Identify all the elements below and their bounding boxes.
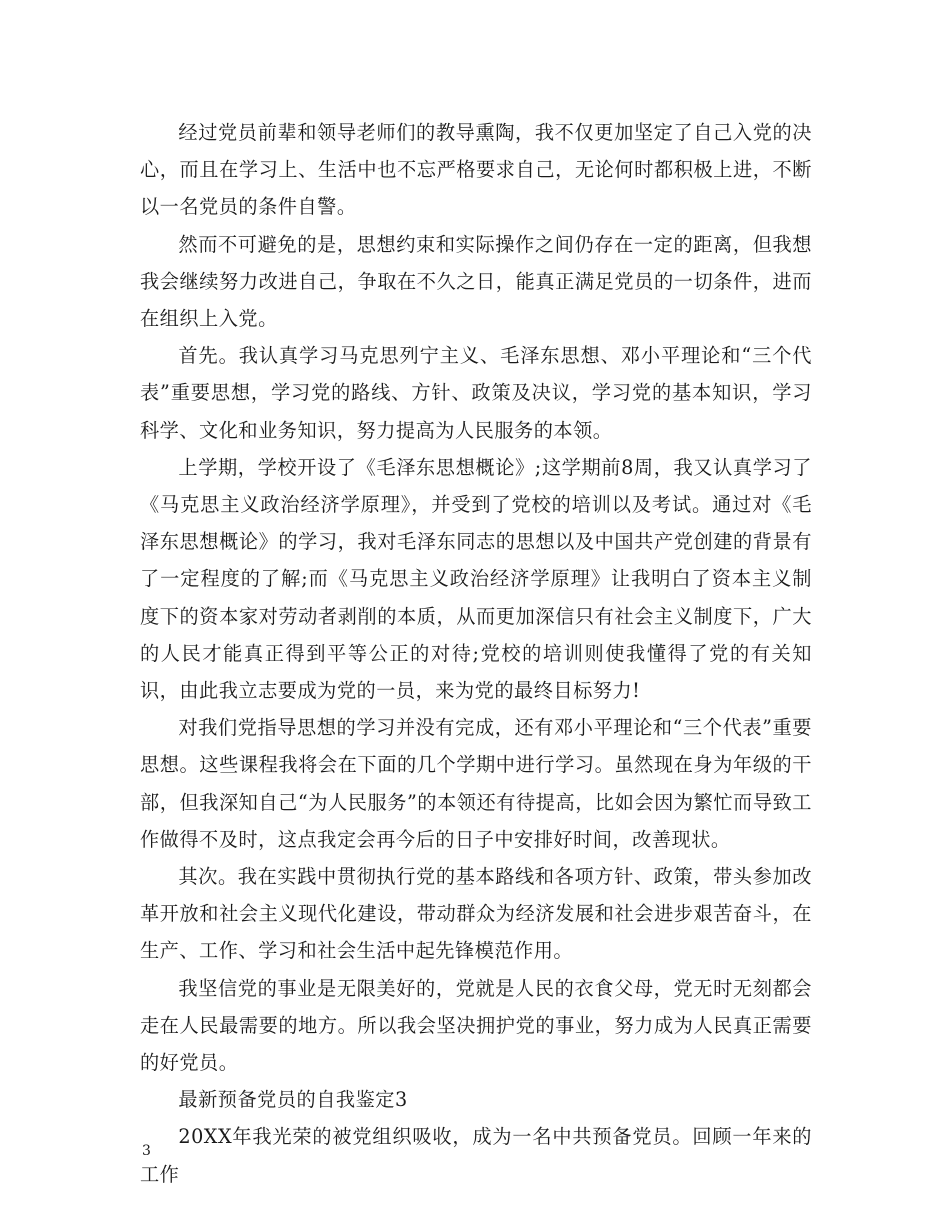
paragraph-4: 上学期，学校开设了《毛泽东思想概论》;这学期前8周，我又认真学习了《马克思主义政治经济学原理》，并受到了党校的培训以及考试。通过对《毛泽东思想概论》的学习，我对毛泽东同志的思想以及中国共产党创建的背景有了一定程度的了解;而《马克思主义政治经济学原理》让我明白了资本主义制度下的资本家对劳动者剥削的本质，从而更加深信只有社会主义制度下，广大的人民才能真正得到平等公正的对待;党校的培训则使我懂得了党的有关知识，由此我立志要成为党的一员，来为党的最终目标努力! (140, 455, 812, 703)
paragraph-3: 首先。我认真学习马克思列宁主义、毛泽东思想、邓小平理论和“三个代表”重要思想，学习党的路线、方针、政策及决议，学习党的基本知识，学习科学、文化和业务知识，努力提高为人民服务的本领。 (140, 344, 812, 442)
paragraph-6: 其次。我在实践中贯彻执行党的基本路线和各项方针、政策，带头参加改革开放和社会主义现代化建设，带动群众为经济发展和社会进步艰苦奋斗，在生产、工作、学习和社会生活中起先锋模范作用。 (140, 865, 812, 963)
paragraph-2: 然而不可避免的是，思想约束和实际操作之间仍存在一定的距离，但我想我会继续努力改进自己，争取在不久之日，能真正满足党员的一切条件，进而在组织上入党。 (140, 232, 812, 331)
paragraph-8: 20XX年我光荣的被党组织吸收，成为一名中共预备党员。回顾一年来的工作 (140, 1125, 812, 1186)
paragraph-7: 我坚信党的事业是无限美好的，党就是人民的衣食父母，党无时无刻都会走在人民最需要的地方。所以我会坚决拥护党的事业，努力成为人民真正需要的好党员。 (140, 976, 812, 1075)
section-heading: 最新预备党员的自我鉴定3 (178, 1088, 408, 1112)
document-body (140, 114, 812, 1193)
paragraph-5: 对我们党指导思想的学习并没有完成，还有邓小平理论和“三个代表”重要思想。这些课程我将会在下面的几个学期中进行学习。虽然现在身为年级的干部，但我深知自己“为人民服务”的本领还有待提高，比如会因为繁忙而导致工作做得不及时，这点我定会再今后的日子中安排好时间，改善现状。 (140, 716, 812, 851)
paragraph-1: 经过党员前辈和领导老师们的教导熏陶，我不仅更加坚定了自己入党的决心，而且在学习上、生活中也不忘严格要求自己，无论何时都积极上进，不断以一名党员的条件自警。 (140, 121, 812, 219)
page-number: 3 (142, 1143, 151, 1159)
